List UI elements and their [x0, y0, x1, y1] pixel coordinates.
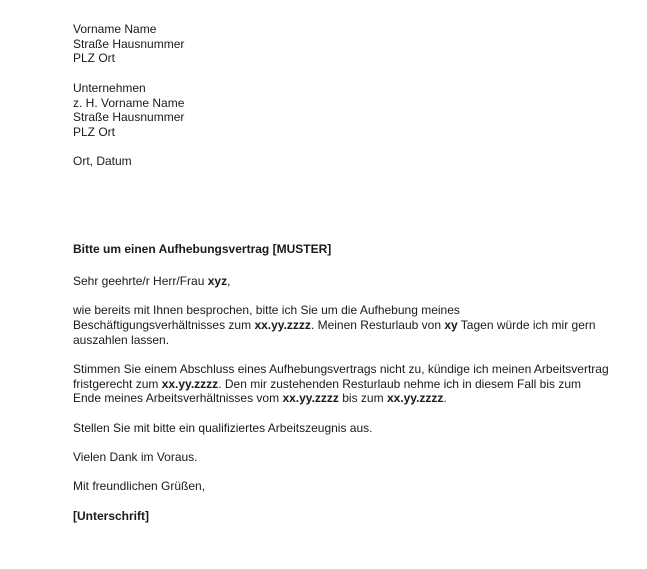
paragraph-kuendigung-fallback: Stimmen Sie einem Abschluss eines Aufhebungsvertrags nicht zu, kündige ich meinen Arbeitsvertrag fristgerecht zum xx.yy.zzzz. Den mir zustehenden Resturlaub nehme ich in diesem Fall bis zum Ende meines Arbeitsverhältnisses vom xx.yy.zzzz bis zum xx.yy.zzzz.: [73, 361, 609, 406]
paragraph-closing: Mit freundlichen Grüßen,: [73, 479, 206, 494]
recipient-attention-line: z. H. Vorname Name: [73, 95, 185, 110]
paragraph-aufhebung-request: wie bereits mit Ihnen besprochen, bitte ich Sie um die Aufhebung meines Beschäftigungsverhältnisses zum xx.yy.zzzz. Meinen Resturlaub von xy Tagen würde ich mir gern auszahlen lassen.: [73, 303, 596, 347]
place-date-line: Ort, Datum: [73, 154, 132, 169]
subject-line: Bitte um einen Aufhebungsvertrag [MUSTER]: [73, 242, 332, 256]
paragraph-thanks: Vielen Dank im Voraus.: [73, 450, 198, 465]
sender-address-block: [73, 22, 627, 66]
sender-name-line: Vorname Name: [73, 22, 157, 36]
recipient-city-line: PLZ Ort: [73, 124, 116, 139]
salutation-line: Sehr geehrte/r Herr/Frau xyz,: [73, 273, 231, 288]
recipient-street-line: Straße Hausnummer: [73, 110, 185, 125]
recipient-address-block: [73, 81, 627, 140]
sender-city-line: PLZ Ort: [73, 51, 116, 66]
signature-placeholder: [Unterschrift]: [73, 508, 150, 523]
paragraph-arbeitszeugnis: Stellen Sie mit bitte ein qualifiziertes Arbeitszeugnis aus.: [73, 420, 373, 435]
recipient-company-line: Unternehmen: [73, 80, 146, 95]
sender-street-line: Straße Hausnummer: [73, 36, 185, 51]
